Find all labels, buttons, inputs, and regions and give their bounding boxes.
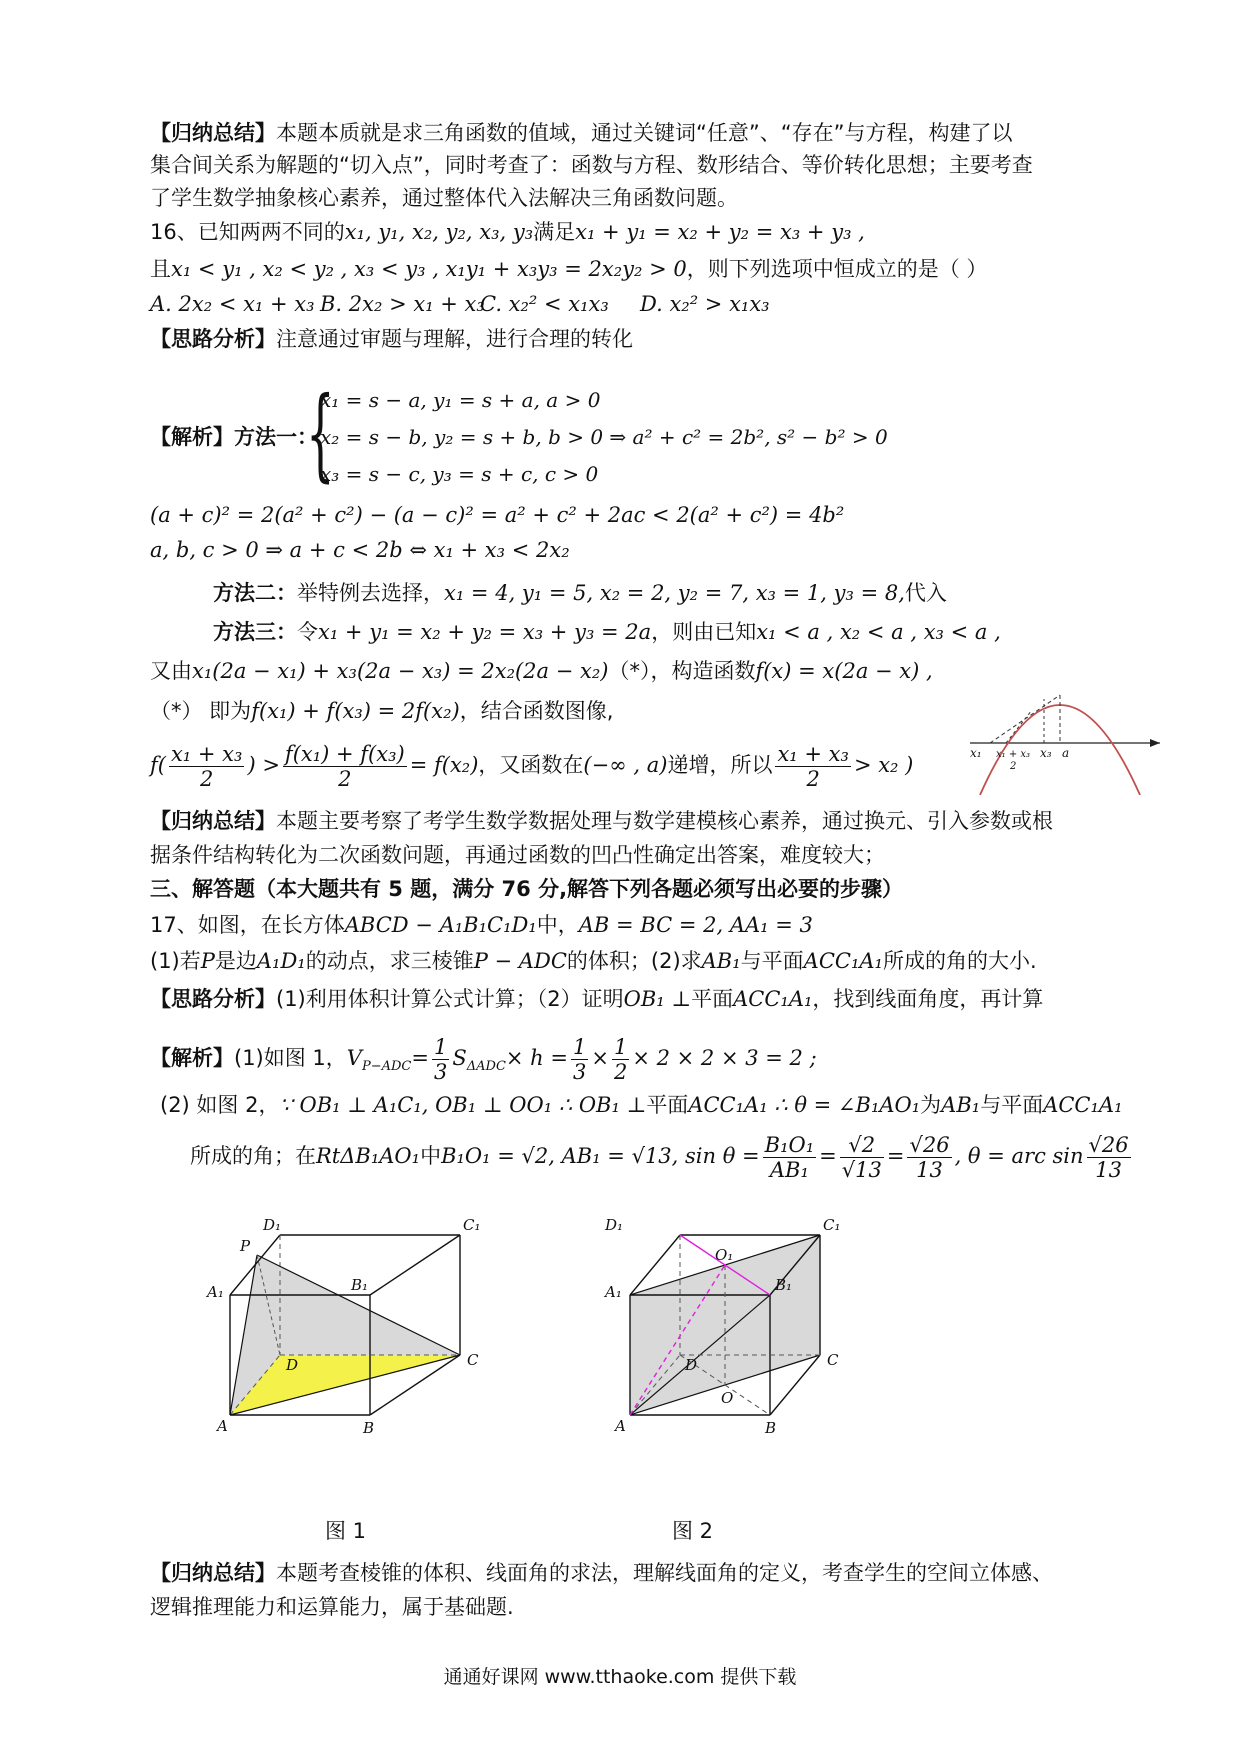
label-d1: D₁: [605, 1216, 624, 1234]
summary-tag: 【归纳总结】: [150, 121, 276, 145]
q16-method3: 方法三：令x₁ + y₁ = x₂ + y₂ = x₃ + y₃ = 2a，则由已知x₁ < a , x₂ < a , x₃ < a ,: [213, 620, 1001, 644]
fraction: $\frac{1}{3}$: [433, 1034, 448, 1084]
option-b: B. 2x₂ > x₁ + x₃: [320, 292, 485, 316]
q17-solution-part1: 【解析】(1)如图 1，$V_{P-ADC}=$ $\frac{1}{3}$ $S_{\Delta ADC}\times h$ = $\frac{1}{3}$ × $\frac{1}{2}$ × 2 × 2 × 3 = 2 ;: [150, 1034, 817, 1084]
summary-top-line3: 了学生数学抽象核心素养，通过整体代入法解决三角函数问题。: [150, 186, 738, 210]
footer: 通通好课网 www.tthaoke.com 提供下载: [443, 1666, 797, 1688]
q17-summary-line2: 逻辑推理能力和运算能力，属于基础题.: [150, 1595, 514, 1619]
label-p: P: [240, 1237, 251, 1255]
q16-method3-line4: f( $\frac{\text{x₁ + x₃}}{2}$ ) > $\frac{\text{f(x₁) + f(x₃)}}{2}$ = f(x₂)，又函数在(−∞ , a)递增，所以 $\frac{\text{x₁ + x₃}}{2}$ > x₂ ): [150, 741, 914, 791]
label-a: a: [1062, 746, 1070, 760]
label-d: D: [685, 1356, 698, 1374]
label-b: B: [765, 1419, 777, 1437]
q16-solution-tag: 【解析】方法一：: [150, 425, 318, 449]
label-o: O: [721, 1389, 734, 1407]
label-a: A: [217, 1417, 228, 1435]
q16-method3-line2: 又由x₁(2a − x₁) + x₃(2a − x₃) = 2x₂(2a − x₂)（*），构造函数f(x) = x(2a − x) ,: [150, 659, 933, 683]
parabola-graph: [960, 665, 1160, 795]
label-c: C: [467, 1351, 479, 1369]
fraction: $\frac{\text{B₁O₁}}{\text{AB₁}}$: [764, 1132, 815, 1182]
label-c1: C₁: [463, 1216, 481, 1234]
option-d: D. x₂² > x₁x₃: [640, 292, 770, 316]
dash-line: [1006, 710, 1032, 743]
label-a: A: [615, 1417, 626, 1435]
label-b: B: [363, 1419, 375, 1437]
fraction: $\frac{√26}{13}$: [1088, 1132, 1129, 1182]
edge: [370, 1235, 460, 1295]
fraction: $\frac{√26}{13}$: [909, 1132, 950, 1182]
fraction: $\frac{√2}{√13}$: [841, 1132, 882, 1182]
q17-stem-line2: (1)若P是边A₁D₁的动点，求三棱锥P − ADC的体积；(2)求AB₁与平面ACC₁A₁所成的角的大小.: [150, 949, 1037, 973]
option-c: C. x₂² < x₁x₃: [480, 292, 609, 316]
q16-eq-line1: (a + c)² = 2(a² + c²) − (a − c)² = a² + c² + 2ac < 2(a² + c²) = 4b²: [150, 503, 845, 527]
figure-1: [195, 1215, 495, 1455]
fraction: $\frac{1}{3}$: [572, 1034, 587, 1084]
figure-2: [595, 1215, 895, 1455]
summary-top-line2: 集合间关系为解题的“切入点”，同时考查了：函数与方程、数形结合、等价转化思想；主要考查: [150, 153, 1033, 177]
label-a1: A₁: [207, 1283, 224, 1301]
q16-method2: 方法二：举特例去选择，x₁ = 4, y₁ = 5, x₂ = 2, y₂ = 7, x₃ = 1, y₃ = 8,代入: [213, 581, 947, 605]
q17-solution-part3: 所成的角；在RtΔB₁AO₁中B₁O₁ = √2, AB₁ = √13, sin θ = $\frac{\text{B₁O₁}}{\text{AB₁}}$ = $\frac{√2}{√13}$ = $\frac{√26}{13}$ , θ = arc sin $\frac{√26}{13}$: [190, 1132, 1129, 1182]
label-c: C: [827, 1351, 839, 1369]
q16-method3-line3: （*） 即为f(x₁) + f(x₃) = 2f(x₂)，结合函数图像,: [150, 699, 614, 723]
label-a1: A₁: [605, 1283, 622, 1301]
label-b1: B₁: [351, 1276, 369, 1294]
figure-2-caption: 图 2: [672, 1519, 714, 1543]
label-b1: B₁: [775, 1276, 793, 1294]
label-mid: x₁ + x₃: [996, 749, 1031, 760]
q16-summary-line2: 据条件结构转化为二次函数问题，再通过函数的凹凸性确定出答案，难度较大；: [150, 843, 885, 867]
q16-system: x₁ = s − a, y₁ = s + a, a > 0 x₂ = s − b, y₂ = s + b, b > 0 ⇒ a² + c² = 2b², s² − b² > 0 x₃ = s − c, y₃ = s + c, c > 0: [320, 388, 888, 486]
label-x3: x₃: [1040, 746, 1052, 760]
option-a: A. 2x₂ < x₁ + x₃: [150, 292, 315, 316]
q17-stem-line1: 17、如图，在长方体ABCD − A₁B₁C₁D₁中，AB = BC = 2, AA₁ = 3: [150, 913, 813, 937]
fraction: $\frac{\text{f(x₁) + f(x₃)}}{2}$: [284, 741, 405, 791]
q16-analysis: 【思路分析】注意通过审题与理解，进行合理的转化: [150, 327, 633, 351]
label-mid-den: 2: [1010, 761, 1017, 772]
q17-summary-line1: 【归纳总结】本题考查棱锥的体积、线面角的求法，理解线面角的定义，考查学生的空间立体感、: [150, 1561, 1053, 1585]
fraction: $\frac{\text{x₁ + x₃}}{2}$: [170, 741, 243, 791]
q17-solution-part2: (2) 如图 2，∵ OB₁ ⊥ A₁C₁, OB₁ ⊥ OO₁ ∴ OB₁ ⊥平面ACC₁A₁ ∴ θ = ∠B₁AO₁为AB₁与平面ACC₁A₁: [160, 1093, 1123, 1117]
label-o1: O₁: [715, 1246, 734, 1264]
q17-analysis: 【思路分析】(1)利用体积计算公式计算；（2）证明OB₁ ⊥平面ACC₁A₁，找到线面角度，再计算: [150, 987, 1044, 1011]
label-d: D: [286, 1356, 299, 1374]
figure-1-caption: 图 1: [325, 1519, 367, 1543]
section3-title: 三、解答题（本大题共有 5 题，满分 76 分,解答下列各题必须写出必要的步骤）: [150, 877, 904, 901]
summary-top-line1: 【归纳总结】本题本质就是求三角函数的值域，通过关键词“任意”、“存在”与方程，构建了以: [150, 121, 1013, 145]
fraction: $\frac{\text{x₁ + x₃}}{2}$: [777, 741, 849, 791]
fraction: $\frac{1}{2}$: [613, 1034, 628, 1084]
q16-eq-line2: a, b, c > 0 ⇒ a + c < 2b ⇔ x₁ + x₃ < 2x₂: [150, 538, 570, 562]
q16-stem-line1: 16、已知两两不同的x₁, y₁, x₂, y₂, x₃, y₃满足x₁ + y₁ = x₂ + y₂ = x₃ + y₃ ,: [150, 220, 865, 244]
q16-stem-line2: 且x₁ < y₁ , x₂ < y₂ , x₃ < y₃ , x₁y₁ + x₃y₃ = 2x₂y₂ > 0，则下列选项中恒成立的是（ ）: [150, 257, 988, 281]
system-brace: {: [306, 375, 335, 492]
q16-summary-line1: 【归纳总结】本题主要考察了考学生数学数据处理与数学建模核心素养，通过换元、引入参数或根: [150, 809, 1053, 833]
label-x1: x₁: [970, 746, 982, 760]
label-d1: D₁: [263, 1216, 282, 1234]
axis-arrow-icon: [1150, 739, 1160, 747]
label-c1: C₁: [823, 1216, 841, 1234]
